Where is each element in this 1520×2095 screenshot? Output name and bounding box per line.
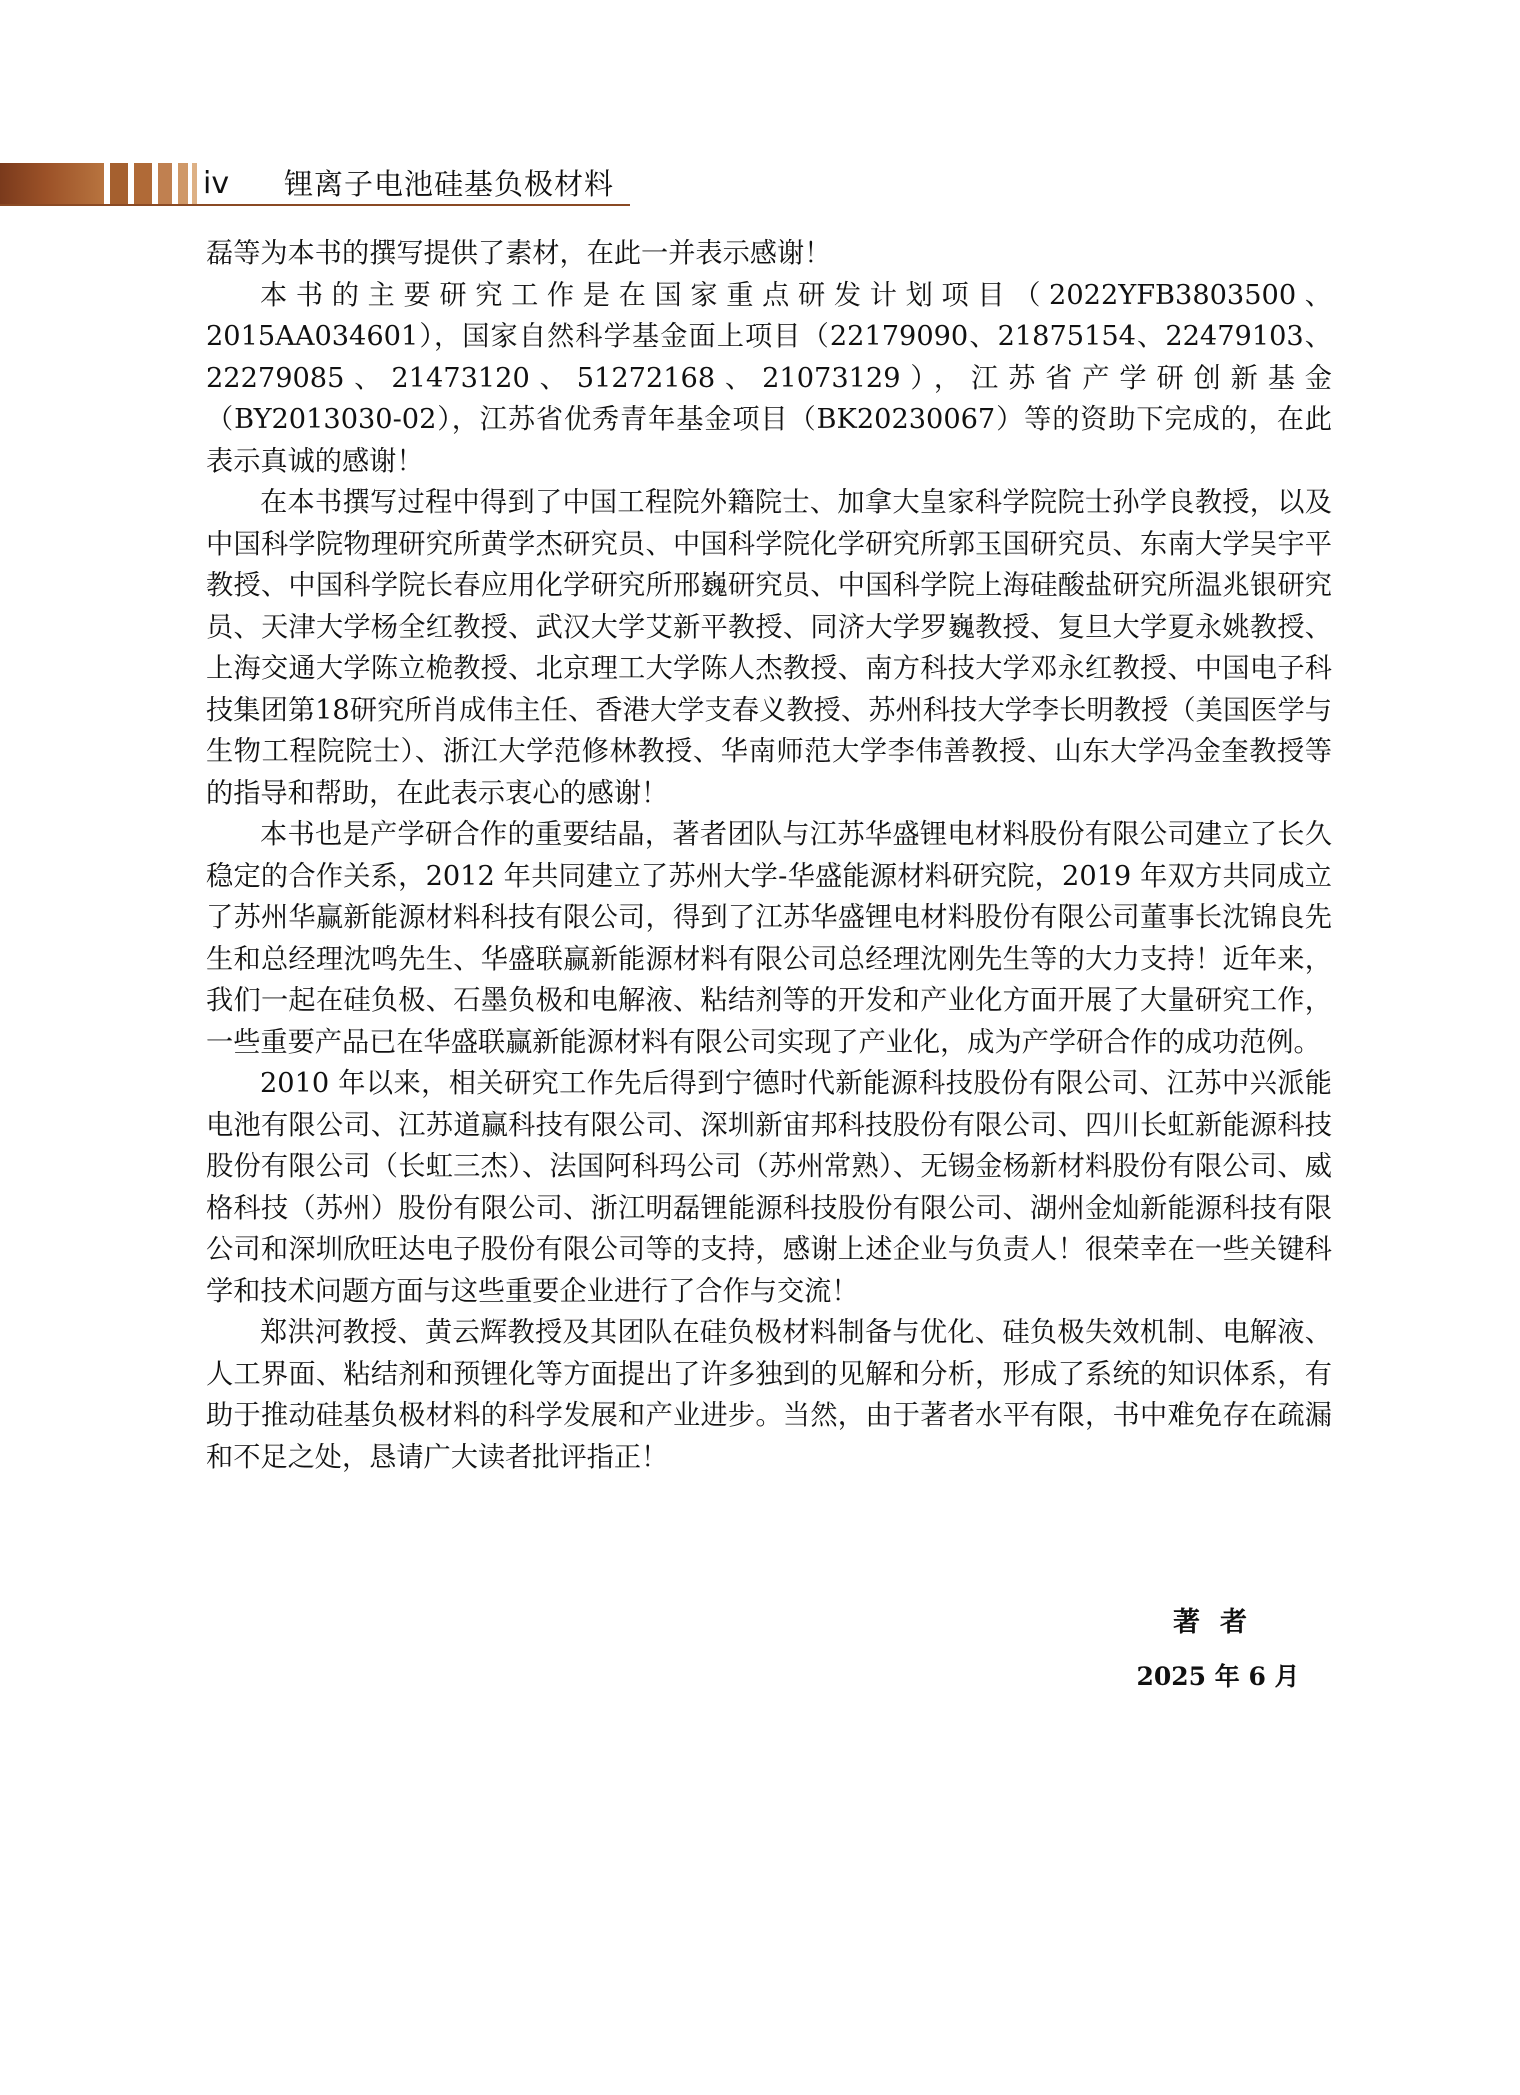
paragraph: 磊等为本书的撰写提供了素材，在此一并表示感谢！ — [206, 238, 832, 269]
header-decor-stripe — [158, 163, 172, 205]
header-rule — [0, 204, 630, 206]
running-header — [0, 163, 630, 205]
header-decor-stripe — [110, 163, 128, 205]
paragraph: 2010 年以来，相关研究工作先后得到宁德时代新能源科技股份有限公司、江苏中兴派能电池有限公司、江苏道赢科技有限公司、深圳新宙邦科技股份有限公司、四川长虹新能源科技股份有限公司（长虹三杰）、法国阿科玛公司（苏州常熟）、无锡金杨新材料股份有限公司、威格科技（苏州）股份有限公司、浙江明磊锂能源科技股份有限公司、湖州金灿新能源科技有限公司和深圳欣旺达电子股份有限公司等的支持，感谢上述企业与负责人！很荣幸在一些关键科学和技术问题方面与这些重要企业进行了合作与交流！ — [206, 1068, 1332, 1307]
paragraph: 郑洪河教授、黄云辉教授及其团队在硅负极材料制备与优化、硅负极失效机制、电解液、人工界面、粘结剂和预锂化等方面提出了许多独到的见解和分析，形成了系统的知识体系，有助于推动硅基负极材料的科学发展和产业进步。当然，由于著者水平有限，书中难免存在疏漏和不足之处，恳请广大读者批评指正！ — [206, 1317, 1332, 1473]
page-number: iv — [203, 166, 230, 201]
preface-date: 2025 年 6 月 — [1136, 1662, 1300, 1691]
paragraph: 本书的主要研究工作是在国家重点研发计划项目（2022YFB3803500、2015AA034601），国家自然科学基金面上项目（22179090、21875154、22479103、22279085、21473120、51272168、21073129），江苏省产学研创新基金（BY2013030-02），江苏省优秀青年基金项目（BK20230067）等的资助下完成的，在此表示真诚的感谢！ — [206, 279, 1332, 477]
preface-body — [206, 233, 1332, 1478]
paragraph: 在本书撰写过程中得到了中国工程院外籍院士、加拿大皇家科学院院士孙学良教授，以及中国科学院物理研究所黄学杰研究员、中国科学院化学研究所郭玉国研究员、东南大学吴宇平教授、中国科学院长春应用化学研究所邢巍研究员、中国科学院上海硅酸盐研究所温兆银研究员、天津大学杨全红教授、武汉大学艾新平教授、同济大学罗巍教授、复旦大学夏永姚教授、上海交通大学陈立桅教授、北京理工大学陈人杰教授、南方科技大学邓永红教授、中国电子科技集团第18研究所肖成伟主任、香港大学支春义教授、苏州科技大学李长明教授（美国医学与生物工程院院士）、浙江大学范修林教授、华南师范大学李伟善教授、山东大学冯金奎教授等的指导和帮助，在此表示衷心的感谢！ — [206, 487, 1332, 809]
header-decor-stripe — [178, 163, 188, 205]
book-title: 锂离子电池硅基负极材料 — [284, 167, 615, 201]
author-signature: 著者 — [1173, 1607, 1267, 1638]
header-decor-stripe — [134, 163, 152, 205]
header-decor-bar — [0, 163, 104, 205]
header-decor-stripe — [192, 163, 197, 205]
paragraph: 本书也是产学研合作的重要结晶，著者团队与江苏华盛锂电材料股份有限公司建立了长久稳定的合作关系，2012 年共同建立了苏州大学-华盛能源材料研究院，2019 年双方共同成立了苏州华赢新能源材料科技有限公司，得到了江苏华盛锂电材料股份有限公司董事长沈锦良先生和总经理沈鸣先生、华盛联赢新能源材料有限公司总经理沈刚先生等的大力支持！近年来，我们一起在硅负极、石墨负极和电解液、粘结剂等的开发和产业化方面开展了大量研究工作，一些重要产品已在华盛联赢新能源材料有限公司实现了产业化，成为产学研合作的成功范例。 — [206, 819, 1332, 1058]
